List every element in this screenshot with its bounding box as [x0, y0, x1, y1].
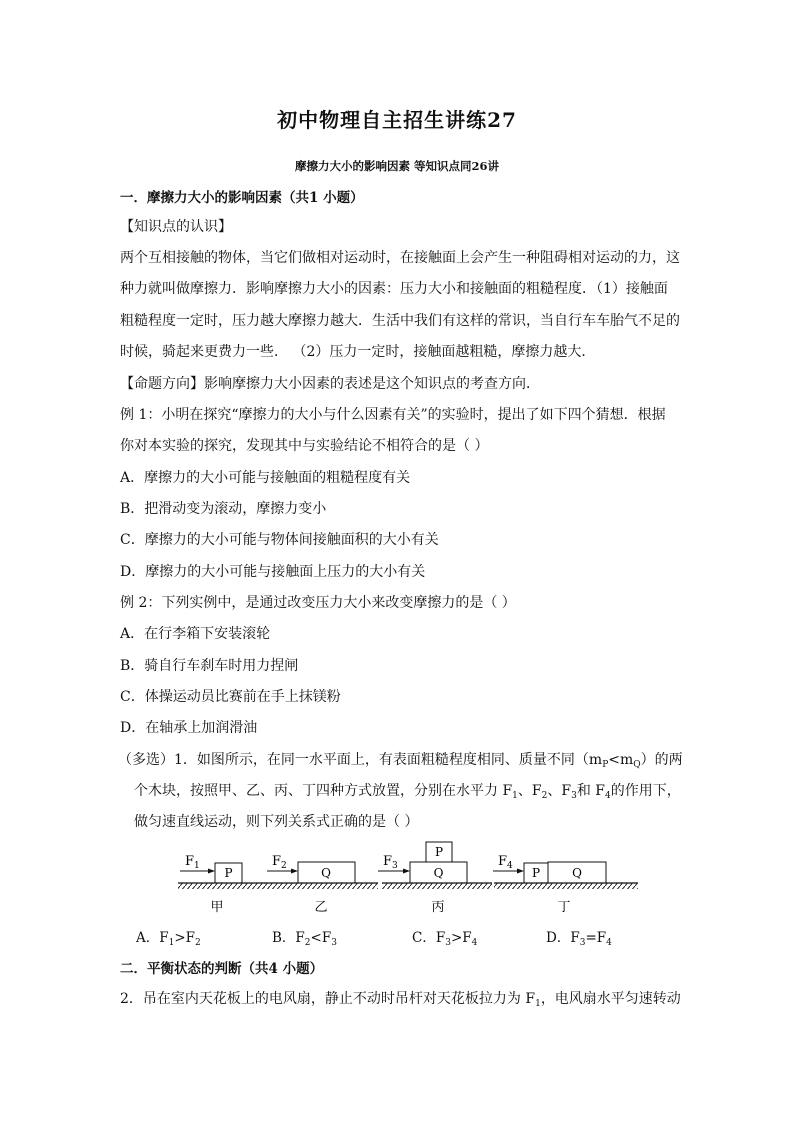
example1-option-c: C．摩擦力的大小可能与物体间接触面积的大小有关: [120, 532, 439, 548]
figure-ding: [493, 854, 638, 915]
knowledge-line: 粗糙程度一定时，压力越大摩擦力越大．生活中我们有这样的常识，当自行车车胎气不足的: [120, 313, 680, 329]
figure-bing: [378, 842, 492, 915]
page-subtitle: 摩擦力大小的影响因素 等知识点同26讲: [294, 159, 499, 173]
question1-line2: 个木块，按照甲、乙、丙、丁四种方式放置，分别在水平力 $F_1$、$F_2$、$F_3$和 $F_4$的作用下，: [134, 783, 681, 801]
example1-option-b: B．把滑动变为滚动，摩擦力变小: [120, 501, 327, 517]
block-q-label: Q: [321, 866, 331, 880]
example1-line: 你对本实验的探究，发现其中与实验结论不相符合的是（ ）: [120, 438, 489, 454]
caption-yi: 乙: [314, 900, 328, 915]
ground: [264, 883, 378, 889]
question2-line1: 2．吊在室内天花板上的电风扇，静止不动时吊杆对天花板拉力为 $F_1$，电风扇水平匀速转动: [120, 991, 681, 1009]
example2-option-a: A．在行李箱下安装滚轮: [120, 626, 271, 642]
block-p-label: P: [531, 866, 541, 880]
question1-option-d: D．$F_3=F_4$: [546, 930, 612, 948]
block-p-label: P: [224, 866, 233, 880]
force-label-f3: $F_3$: [383, 854, 398, 871]
example1-option-a: A．摩擦力的大小可能与接触面的粗糙程度有关: [120, 470, 411, 486]
block-q-label: Q: [433, 866, 444, 880]
caption-jia: 甲: [210, 900, 224, 915]
question1-line3: 做匀速直线运动，则下列关系式正确的是（ ）: [134, 814, 419, 830]
ground: [494, 883, 638, 889]
knowledge-line: 种力就叫做摩擦力．影响摩擦力大小的因素：压力大小和接触面的粗糙程度．（1）接触面: [120, 281, 668, 297]
example2-stem: 例 2：下列实例中，是通过改变压力大小来改变摩擦力的是（ ）: [120, 595, 516, 611]
knowledge-line: 两个互相接触的物体，当它们做相对运动时，在接触面上会产生一种阻碍相对运动的力，这: [120, 250, 680, 266]
question1-option-c: C．$F_3>F_4$: [412, 930, 478, 948]
knowledge-label: 【知识点的认识】: [120, 219, 232, 235]
caption-bing: 丙: [431, 900, 445, 915]
figure-jia: [178, 854, 265, 915]
force-label-f2: $F_2$: [272, 854, 287, 871]
ground: [178, 883, 265, 889]
block-q-label: Q: [572, 866, 582, 880]
figure-yi: [264, 854, 378, 915]
example2-option-c: C．体操运动员比赛前在手上抹镁粉: [120, 689, 341, 705]
example1-option-d: D．摩擦力的大小可能与接触面上压力的大小有关: [120, 564, 426, 580]
question1-line1: （多选）1．如图所示，在同一水平面上，有表面粗糙程度相同、质量不同$(m_P<m_Q)$的两: [118, 752, 683, 770]
example1-line: 例 1：小明在探究“摩擦力的大小与什么因素有关”的实验时，提出了如下四个猜想．根据: [120, 407, 666, 423]
block-p-label: P: [434, 845, 444, 859]
caption-ding: 丁: [557, 900, 571, 915]
question1-option-a: A．$F_1>F_2$: [136, 930, 201, 948]
direction-line: 【命题方向】影响摩擦力大小因素的表述是这个知识点的考查方向．: [120, 376, 540, 392]
force-label-f4: $F_4$: [498, 854, 513, 871]
ground: [382, 883, 492, 889]
page-title: 初中物理自主招生讲练27: [277, 108, 517, 132]
question1-option-b: B．$F_2<F_3$: [272, 930, 337, 948]
example2-option-b: B．骑自行车刹车时用力捏闸: [120, 658, 299, 674]
section-heading-1: 一．摩擦力大小的影响因素（共1 小题）: [120, 190, 364, 206]
knowledge-line: 时候，骑起来更费力一些． （2）压力一定时，接触面越粗糙，摩擦力越大．: [120, 344, 596, 360]
section-heading-2: 二．平衡状态的判断（共4 小题）: [120, 961, 324, 977]
example2-option-d: D．在轴承上加润滑油: [120, 720, 258, 736]
force-label-f1: $F_1$: [185, 854, 200, 871]
question1-figure: [170, 838, 650, 918]
